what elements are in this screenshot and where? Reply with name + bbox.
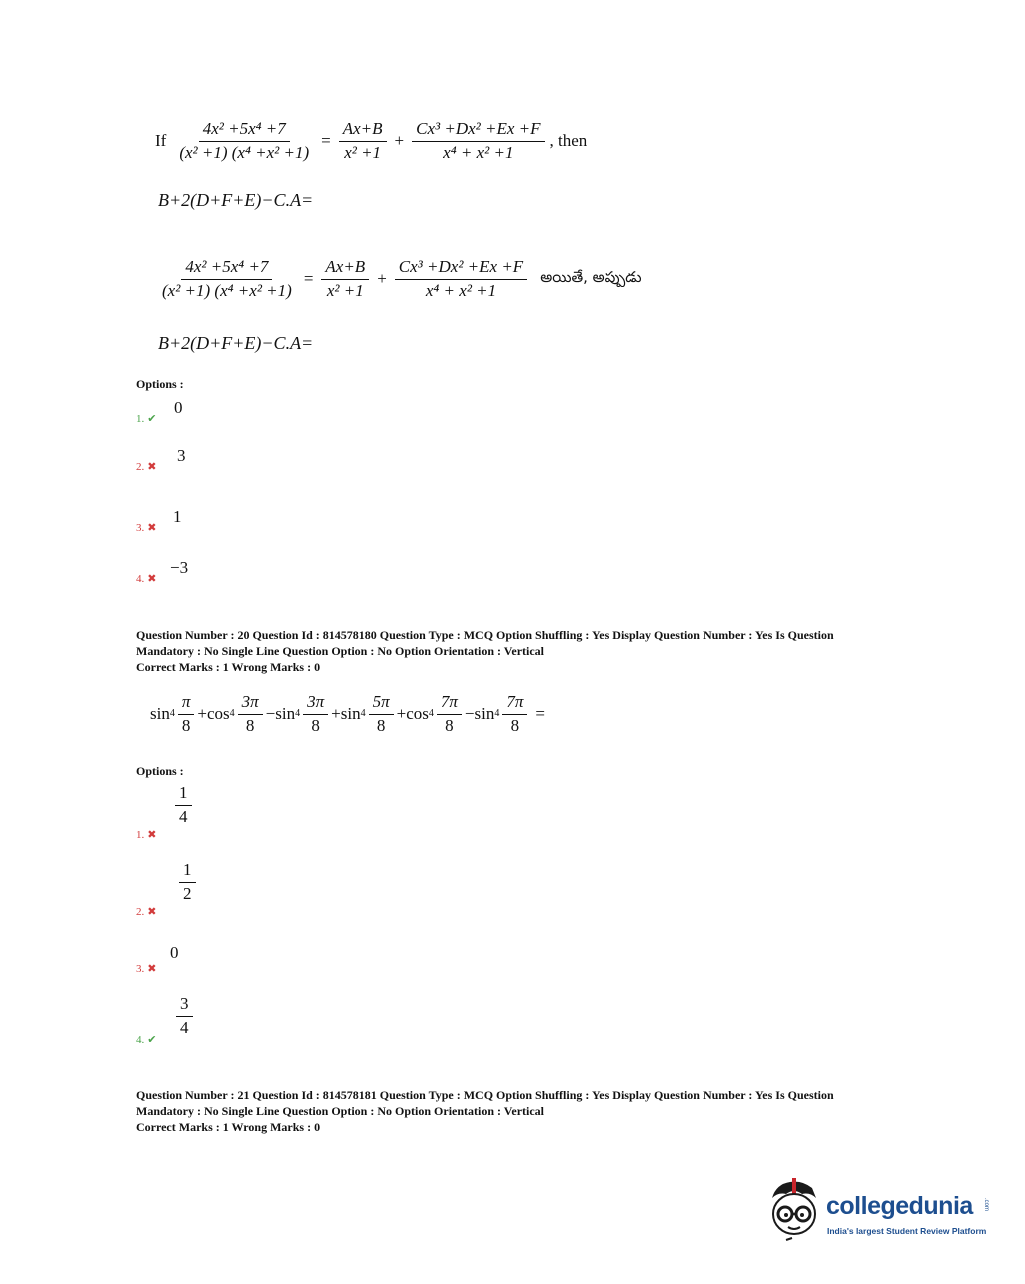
q19-telugu-expression: B+2(D+F+E)−C.A= — [158, 333, 314, 353]
wrong-cross-icon: ✖ — [147, 522, 157, 534]
meta-line: Correct Marks : 1 Wrong Marks : 0 — [136, 1120, 321, 1134]
q19-telugu-equation — [155, 258, 642, 300]
term1-denominator: x² +1 — [326, 280, 364, 300]
wrong-cross-icon: ✖ — [147, 573, 157, 585]
mascot-icon — [766, 1176, 824, 1246]
correct-check-icon: ✔ — [147, 1034, 157, 1046]
correct-check-icon: ✔ — [147, 413, 157, 425]
options-label: Options : — [136, 377, 184, 391]
option-number: 3. ✖ — [136, 962, 157, 975]
trig-term: + cos 4 $\frac{7\pi}{8}$ — [397, 693, 465, 735]
option-fraction: $\frac{1}{4}$ — [175, 784, 192, 826]
logo-name: collegedunia — [826, 1192, 973, 1220]
option-number: 4. ✔ — [136, 1033, 157, 1046]
meta-line: Question Number : 20 Question Id : 814578180 Question Type : MCQ Option Shuffling : Yes Display Question Number : Yes Is Question — [136, 628, 834, 642]
meta-line: Question Number : 21 Question Id : 814578181 Question Type : MCQ Option Shuffling : Yes Display Question Number : Yes Is Question — [136, 1088, 834, 1102]
option-number: 2. ✖ — [136, 460, 157, 473]
q20-meta — [136, 627, 896, 675]
lhs-numerator: 4x² +5x⁴ +7 — [199, 120, 290, 142]
trig-term: − sin 4 $\frac{7\pi}{8}$ — [465, 693, 530, 735]
equals-sign: = — [321, 131, 331, 151]
option-fraction: $\frac{3}{4}$ — [176, 995, 193, 1037]
wrong-cross-icon: ✖ — [147, 461, 157, 473]
option-number: 2. ✖ — [136, 905, 157, 918]
q21-meta — [136, 1087, 896, 1135]
q19-english-expression: B+2(D+F+E)−C.A= — [158, 190, 314, 210]
collegedunia-logo[interactable] — [766, 1176, 996, 1246]
wrong-cross-icon: ✖ — [147, 829, 157, 841]
equals-sign: = — [535, 704, 545, 724]
q19-english-equation — [155, 120, 587, 162]
meta-line: Correct Marks : 1 Wrong Marks : 0 — [136, 660, 321, 674]
wrong-cross-icon: ✖ — [147, 963, 157, 975]
plus-sign: + — [377, 269, 387, 289]
wrong-cross-icon: ✖ — [147, 906, 157, 918]
meta-line: Mandatory : No Single Line Question Option : No Option Orientation : Vertical — [136, 1104, 545, 1118]
trig-term: + cos 4 $\frac{3\pi}{8}$ — [197, 693, 265, 735]
term1-denominator: x² +1 — [344, 142, 382, 162]
lhs-fraction — [158, 258, 296, 300]
option-value: −3 — [170, 558, 189, 577]
lhs-denominator: (x² +1) (x⁴ +x² +1) — [179, 142, 310, 162]
term1-numerator: Ax+B — [321, 258, 369, 280]
telugu-then-text: అయితే, అప్పుడు — [540, 268, 642, 287]
option-value: 0 — [170, 943, 179, 962]
trig-term: sin 4 $\frac{\pi}{8}$ — [150, 693, 197, 735]
term1-numerator: Ax+B — [339, 120, 387, 142]
options-label: Options : — [136, 764, 184, 778]
equals-sign: = — [303, 269, 314, 289]
meta-line: Mandatory : No Single Line Question Option : No Option Orientation : Vertical — [136, 644, 545, 658]
term2-numerator: Cx³ +Dx² +Ex +F — [412, 120, 544, 142]
option-number: 4. ✖ — [136, 572, 157, 585]
option-value: 1 — [173, 507, 182, 526]
lhs-numerator: 4x² +5x⁴ +7 — [181, 258, 272, 280]
trig-term: − sin 4 $\frac{3\pi}{8}$ — [266, 693, 331, 735]
option-number: 1. ✖ — [136, 828, 157, 841]
q20-equation — [150, 693, 550, 735]
logo-tagline: India's largest Student Review Platform — [827, 1226, 987, 1236]
if-word: If — [155, 131, 167, 151]
lhs-fraction — [175, 120, 313, 162]
term2-fraction — [395, 258, 527, 300]
term1-fraction — [321, 258, 369, 300]
term2-numerator: Cx³ +Dx² +Ex +F — [395, 258, 527, 280]
plus-sign: + — [394, 131, 405, 151]
lhs-denominator: (x² +1) (x⁴ +x² +1) — [162, 280, 292, 300]
logo-com: .com — [983, 1198, 989, 1212]
option-fraction: $\frac{1}{2}$ — [179, 861, 196, 903]
option-number: 3. ✖ — [136, 521, 157, 534]
trig-term: + sin 4 $\frac{5\pi}{8}$ — [331, 693, 396, 735]
term2-fraction — [412, 120, 544, 162]
term2-denominator: x⁴ + x² +1 — [425, 280, 497, 300]
then-word: , then — [549, 131, 588, 151]
term1-fraction — [339, 120, 387, 162]
option-value: 0 — [174, 398, 183, 417]
option-number: 1. ✔ — [136, 412, 157, 425]
term2-denominator: x⁴ + x² +1 — [443, 142, 514, 162]
option-value: 3 — [177, 446, 186, 465]
